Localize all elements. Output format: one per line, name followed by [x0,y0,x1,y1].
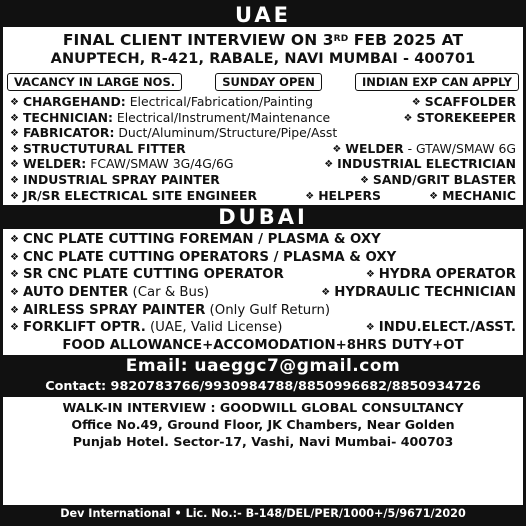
job-title: WELDER: [22,156,87,172]
job-title: HYDRAULIC TECHNICIAN [334,284,516,300]
job-title: JR/SR ELECTRICAL SITE ENGINEER [22,187,258,203]
job-title: SR CNC PLATE CUTTING OPERATOR [22,267,284,283]
uae-row [10,110,516,126]
diamond-bullet-icon: ❖ [10,234,19,246]
job-title: STOREKEEPER [416,109,516,125]
job-item [10,249,396,268]
dubai-job-list [3,231,523,337]
job-item [366,266,516,285]
diamond-bullet-icon: ❖ [359,174,369,186]
uae-banner: UAE [3,3,523,27]
dubai-row [10,249,516,267]
walkin-block [3,399,523,450]
contact-numbers[interactable]: Contact: 9820783766/9930984788/8850996682/8850934726 [3,377,523,397]
dubai-row [10,284,516,302]
diamond-bullet-icon: ❖ [10,304,19,316]
dubai-banner: DUBAI [3,205,523,229]
diamond-bullet-icon: ❖ [10,159,19,171]
job-title: AIRLESS SPRAY PAINTER [22,302,206,318]
job-title: HYDRA OPERATOR [378,267,516,283]
benefits-line: FOOD ALLOWANCE+ACCOMODATION+8HRS DUTY+OT [62,337,464,353]
job-item [10,188,257,206]
diamond-bullet-icon: ❖ [332,143,342,155]
diamond-bullet-icon: ❖ [305,190,315,202]
pill-indian-exp: INDIAN EXP CAN APPLY [355,73,519,91]
diamond-bullet-icon: ❖ [365,322,375,334]
diamond-bullet-icon: ❖ [321,286,331,298]
job-detail: Duct/Aluminum/Structure/Pipe/Asst [114,125,338,141]
dubai-row [10,231,516,249]
job-detail: (UAE, Valid License) [145,320,283,336]
job-title: MECHANIC [442,187,516,203]
diamond-bullet-icon: ❖ [10,286,19,298]
job-item [305,188,381,206]
walkin-address-1: Office No.49, Ground Floor, JK Chambers, Near Golden [71,417,455,433]
uae-row [10,125,516,141]
diamond-bullet-icon: ❖ [324,159,334,171]
uae-row [10,188,516,204]
uae-row [10,156,516,172]
job-detail: FCAW/SMAW 3G/4G/6G [86,156,234,172]
uae-row [10,172,516,188]
email-line[interactable]: Email: uaeggc7@gmail.com [3,355,523,377]
diamond-bullet-icon: ❖ [10,269,19,281]
job-detail: (Only Gulf Return) [205,302,331,318]
job-title: SCAFFOLDER [424,94,516,109]
job-item [10,231,381,250]
walkin-title: WALK-IN INTERVIEW : GOODWILL GLOBAL CONSULTANCY [62,400,464,416]
diamond-bullet-icon: ❖ [365,269,375,281]
diamond-bullet-icon: ❖ [403,112,413,124]
diamond-bullet-icon: ❖ [10,143,19,155]
job-detail: - GTAW/SMAW 6G [403,140,516,156]
job-title: WELDER [345,140,404,156]
job-title: INDU.ELECT./ASST. [378,320,516,336]
job-item [10,302,330,321]
walkin-address-2: Punjab Hotel. Sector-17, Vashi, Navi Mumbai- 400703 [72,434,454,450]
interview-headline: FINAL CLIENT INTERVIEW ON 3RD FEB 2025 AT [62,31,464,49]
interview-address: ANUPTECH, R-421, RABALE, NAVI MUMBAI - 400701 [50,51,476,67]
diamond-bullet-icon: ❖ [429,190,439,202]
dubai-row [10,319,516,337]
diamond-bullet-icon: ❖ [411,97,421,108]
uae-job-list [3,94,523,203]
diamond-bullet-icon: ❖ [10,322,19,334]
dubai-row [10,266,516,284]
pill-sunday-open: SUNDAY OPEN [215,73,322,91]
job-item [10,319,282,338]
job-item [404,110,517,128]
job-title: HELPERS [318,187,381,203]
diamond-bullet-icon: ❖ [10,251,19,263]
job-title: TECHNICIAN: [22,109,113,125]
job-title: SAND/GRIT BLASTER [372,171,516,187]
license-footer: Dev International • Lic. No.:- B-148/DEL/PER/1000+/5/9671/2020 [3,505,523,523]
pill-vacancy: VACANCY IN LARGE NOS. [7,73,182,91]
job-title: FABRICATOR: [22,125,115,141]
job-detail: Electrical/Instrument/Maintenance [112,109,331,125]
job-item [429,188,516,206]
dubai-row [10,302,516,320]
job-item [321,284,516,303]
job-detail: Electrical/Fabrication/Painting [125,94,313,109]
diamond-bullet-icon: ❖ [10,97,19,108]
uae-row [10,141,516,157]
uae-row [10,94,516,110]
job-title: CHARGEHAND: [22,94,126,109]
job-title: STRUCTUTURAL FITTER [22,140,186,156]
job-title: INDUSTRIAL ELECTRICIAN [337,156,516,172]
diamond-bullet-icon: ❖ [10,174,19,186]
diamond-bullet-icon: ❖ [10,112,19,124]
job-title: CNC PLATE CUTTING FOREMAN / PLASMA & OXY [22,232,381,248]
diamond-bullet-icon: ❖ [10,190,19,202]
job-item [10,266,284,285]
job-detail: (Car & Bus) [128,284,210,300]
job-item [10,284,209,303]
job-item [366,319,516,338]
job-title: CNC PLATE CUTTING OPERATORS / PLASMA & OXY [22,249,397,265]
job-title: FORKLIFT OPTR. [22,320,146,336]
diamond-bullet-icon: ❖ [10,128,19,140]
info-pills [3,72,523,92]
job-title: AUTO DENTER [22,284,129,300]
job-title: INDUSTRIAL SPRAY PAINTER [22,171,220,187]
